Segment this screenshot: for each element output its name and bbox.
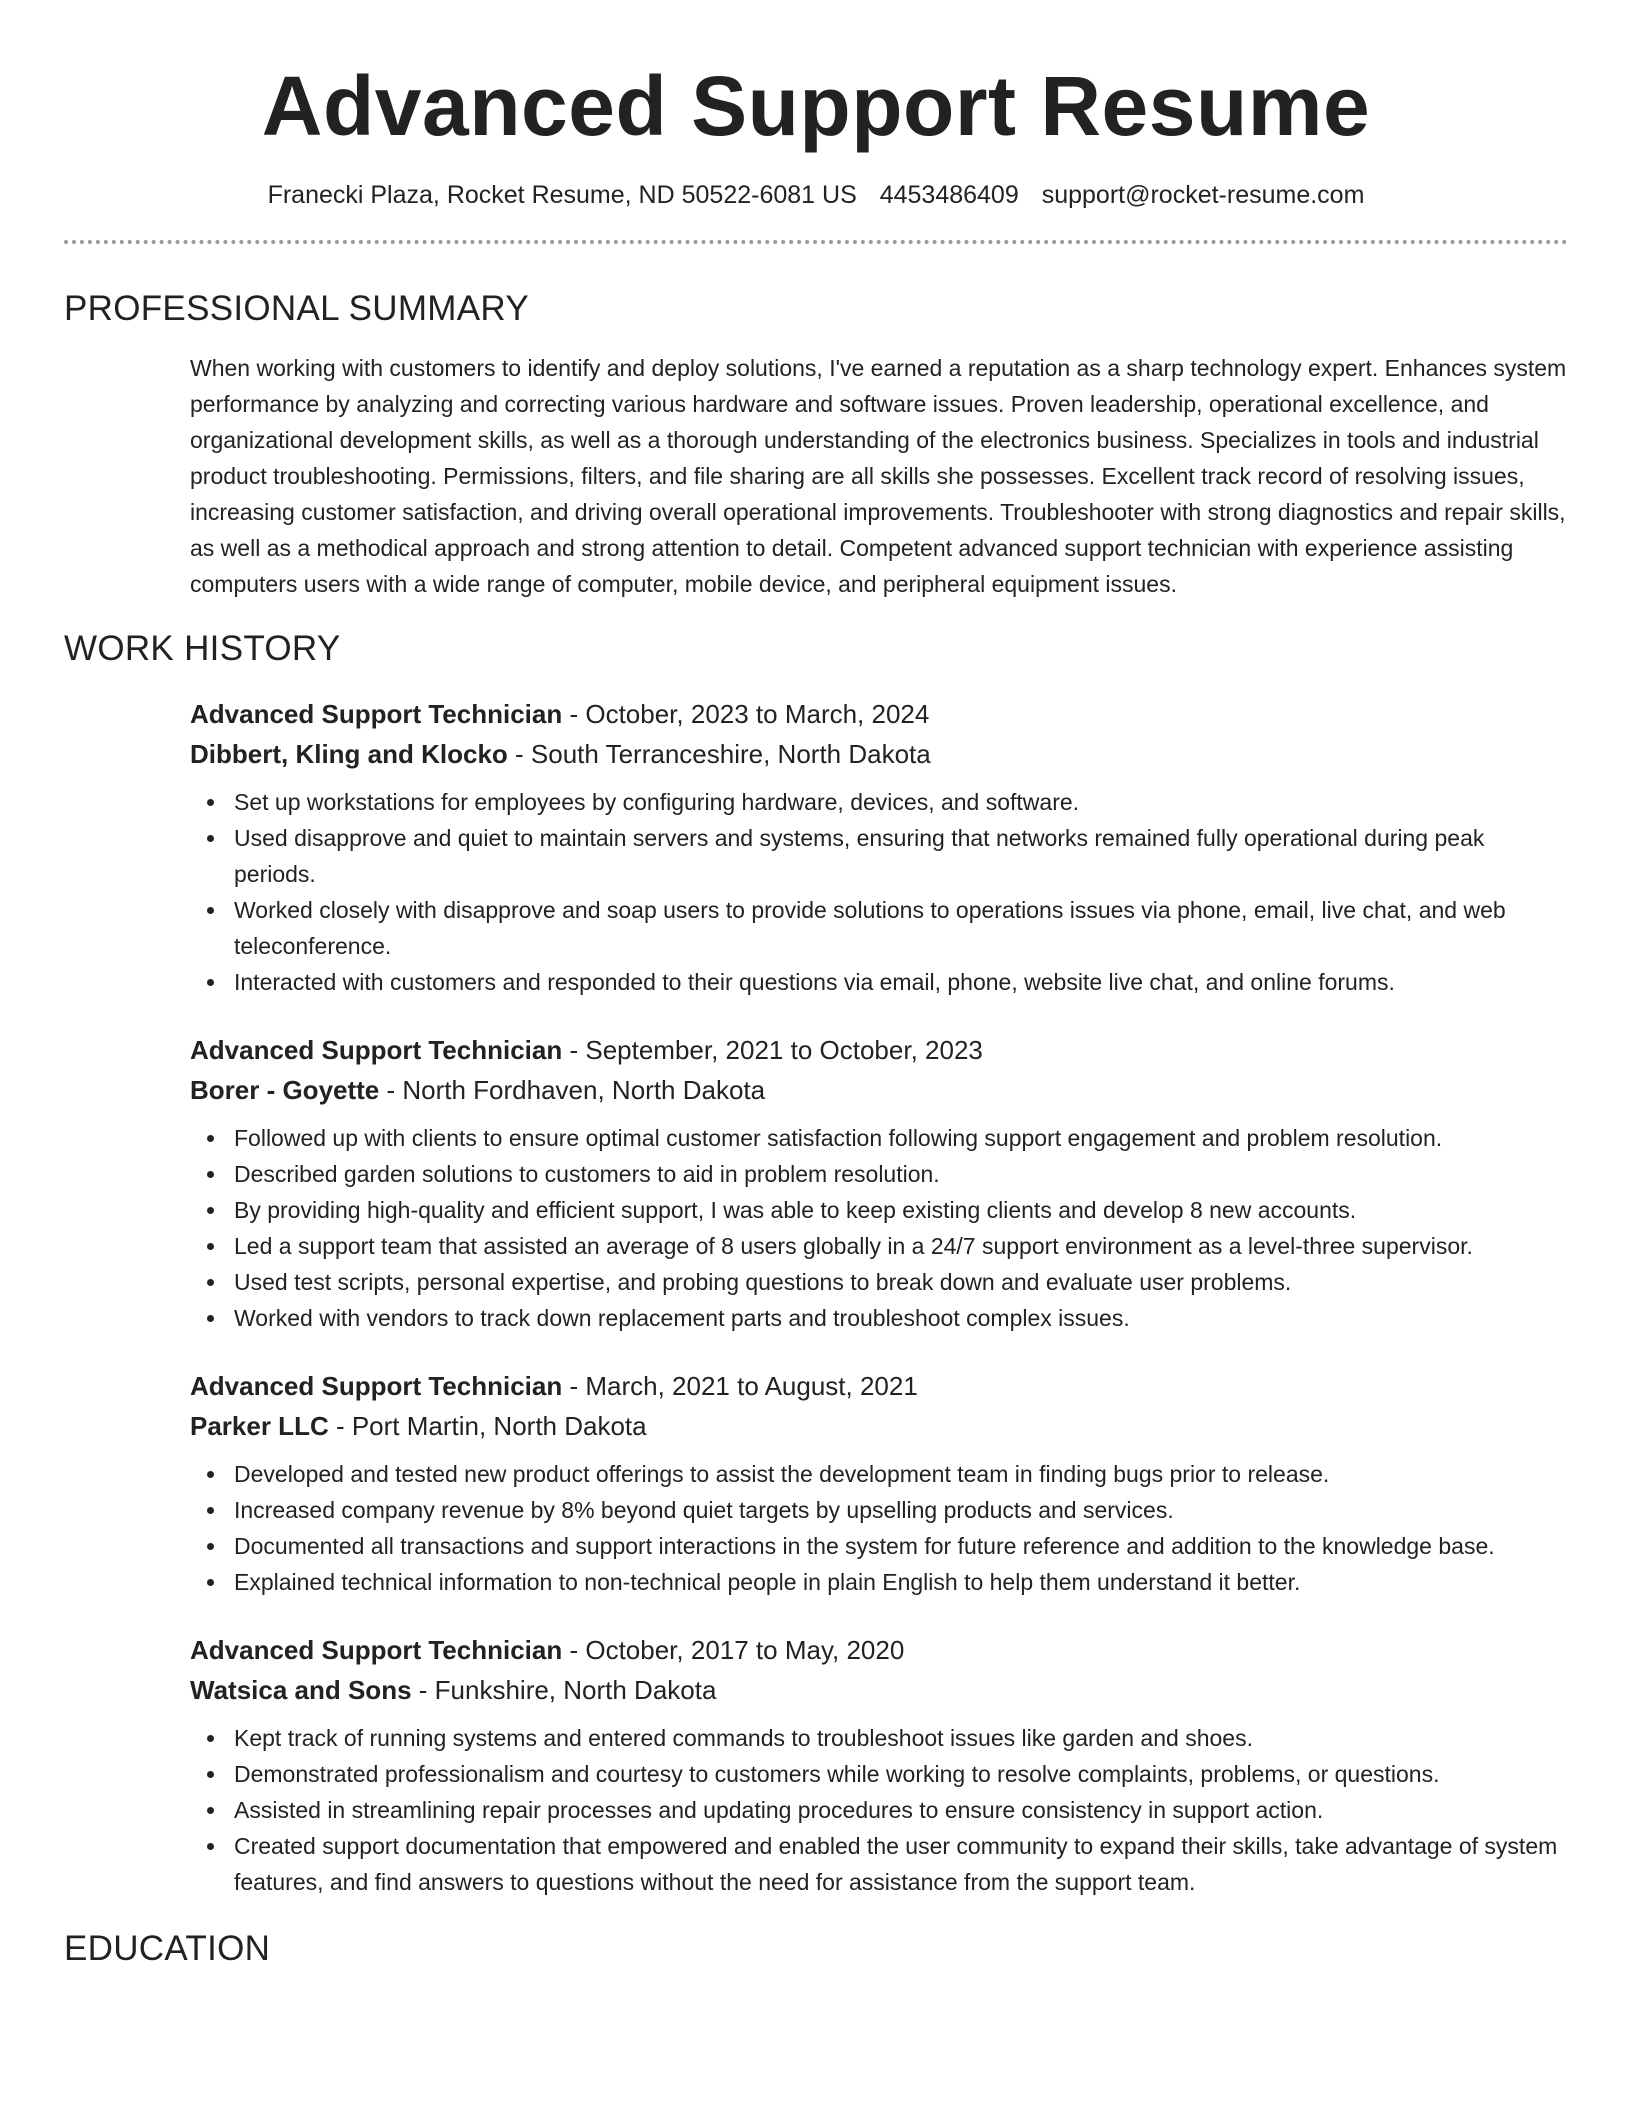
job-dates: - September, 2021 to October, 2023 [562,1035,983,1065]
job-title-line [190,1030,1568,1070]
job-company-line [190,1070,1568,1110]
job-bullets [190,784,1568,1000]
work-history-heading: WORK HISTORY [64,629,341,668]
contact-line [64,180,1568,210]
job-title-line [190,694,1568,734]
job-bullet: Used disapprove and quiet to maintain servers and systems, ensuring that networks remained fully operational during peak periods. [190,820,1568,892]
job-dates: - March, 2021 to August, 2021 [562,1371,918,1401]
job-title: Advanced Support Technician [190,1635,563,1665]
work-history-list [190,694,1568,1900]
contact-address: Franecki Plaza, Rocket Resume, ND 50522-6081 US [267,181,857,209]
job-bullet: Demonstrated professionalism and courtesy to customers while working to resolve complaints, problems, or questions. [190,1756,1568,1792]
job-title: Advanced Support Technician [190,1371,563,1401]
job-bullet: Kept track of running systems and entered commands to troubleshoot issues like garden and shoes. [190,1720,1568,1756]
job-entry [190,1630,1568,1900]
job-title-line [190,1630,1568,1670]
job-bullet: Explained technical information to non-technical people in plain English to help them understand it better. [190,1564,1568,1600]
job-company: Borer - Goyette [190,1075,380,1105]
job-bullet: Assisted in streamlining repair processes and updating procedures to ensure consistency in support action. [190,1792,1568,1828]
header-divider [64,240,1568,244]
summary-text: When working with customers to identify and deploy solutions, I've earned a reputation as a sharp technology expert. Enhances system performance by analyzing and correcting various hardware and software issues. Proven leadership, operational excellence, and organizational development skills, as well as a thorough understanding of the electronics business. Specializes in tools and industrial product troubleshooting. Permissions, filters, and file sharing are all skills she possesses. Excellent track record of resolving issues, increasing customer satisfaction, and driving overall operational improvements. Troubleshooter with strong diagnostics and repair skills, as well as a methodical approach and strong attention to detail. Competent advanced support technician with experience assisting computers users with a wide range of computer, mobile device, and peripheral equipment issues. [190,355,1567,597]
job-company: Parker LLC [190,1411,329,1441]
job-company-line [190,1406,1568,1446]
job-title: Advanced Support Technician [190,1035,563,1065]
job-company: Dibbert, Kling and Klocko [190,739,508,769]
contact-phone: 4453486409 [879,181,1019,209]
job-location: - North Fordhaven, North Dakota [379,1075,766,1105]
job-location: - South Terranceshire, North Dakota [507,739,931,769]
job-bullet: Worked with vendors to track down replacement parts and troubleshoot complex issues. [190,1300,1568,1336]
job-location: - Port Martin, North Dakota [328,1411,647,1441]
job-company: Watsica and Sons [190,1675,412,1705]
job-entry [190,1366,1568,1600]
resume-page [64,0,1568,1970]
job-title-line [190,1366,1568,1406]
job-dates: - October, 2023 to March, 2024 [562,699,930,729]
job-bullets [190,1120,1568,1336]
job-bullet: By providing high-quality and efficient support, I was able to keep existing clients and develop 8 new accounts. [190,1192,1568,1228]
resume-title: Advanced Support Resume [261,59,1371,153]
job-bullet: Worked closely with disapprove and soap users to provide solutions to operations issues via phone, email, live chat, and web teleconference. [190,892,1568,964]
job-location: - Funkshire, North Dakota [411,1675,717,1705]
education-heading: EDUCATION [64,1929,271,1968]
job-bullets [190,1456,1568,1600]
job-bullet: Developed and tested new product offerings to assist the development team in finding bugs prior to release. [190,1456,1568,1492]
job-bullet: Increased company revenue by 8% beyond quiet targets by upselling products and services. [190,1492,1568,1528]
job-company-line [190,734,1568,774]
summary-heading: PROFESSIONAL SUMMARY [64,289,529,328]
job-bullet: Created support documentation that empowered and enabled the user community to expand their skills, take advantage of system features, and find answers to questions without the need for assistance from the support team. [190,1828,1568,1900]
job-bullet: Described garden solutions to customers to aid in problem resolution. [190,1156,1568,1192]
job-bullet: Used test scripts, personal expertise, and probing questions to break down and evaluate user problems. [190,1264,1568,1300]
job-dates: - October, 2017 to May, 2020 [562,1635,905,1665]
job-bullet: Interacted with customers and responded to their questions via email, phone, website live chat, and online forums. [190,964,1568,1000]
contact-email: support@rocket-resume.com [1041,181,1365,209]
job-entry [190,694,1568,1000]
job-entry [190,1030,1568,1336]
job-bullet: Followed up with clients to ensure optimal customer satisfaction following support engagement and problem resolution. [190,1120,1568,1156]
job-bullet: Led a support team that assisted an average of 8 users globally in a 24/7 support environment as a level-three supervisor. [190,1228,1568,1264]
job-bullets [190,1720,1568,1900]
job-company-line [190,1670,1568,1710]
job-bullet: Set up workstations for employees by configuring hardware, devices, and software. [190,784,1568,820]
job-title: Advanced Support Technician [190,699,563,729]
job-bullet: Documented all transactions and support interactions in the system for future reference and addition to the knowledge base. [190,1528,1568,1564]
